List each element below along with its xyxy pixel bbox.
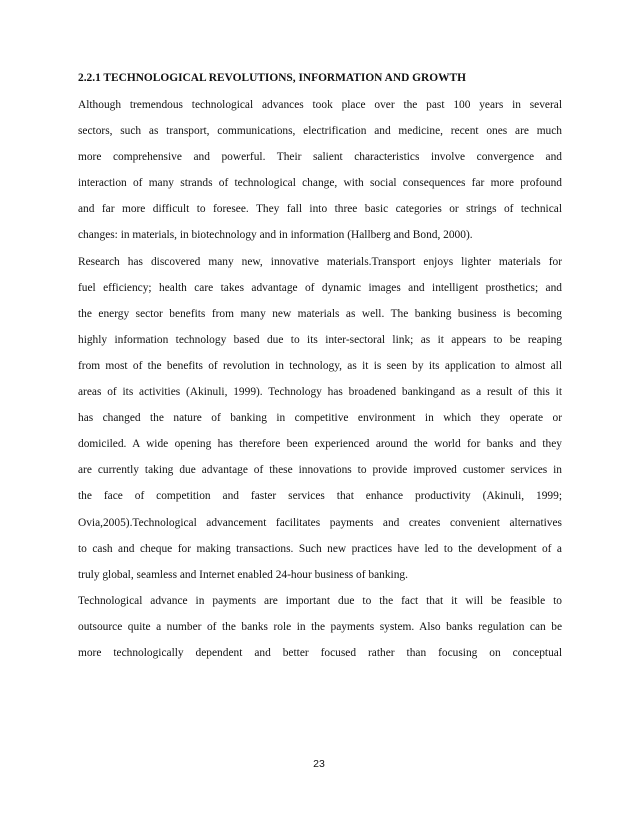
section-heading: 2.2.1 TECHNOLOGICAL REVOLUTIONS, INFORMATION AND GROWTH [78,72,466,84]
text-line: domiciled. A wide opening has therefore been experienced around the world for banks and they [78,438,562,451]
text-line: Ovia,2005).Technological advancement facilitates payments and creates convenient alternatives [78,516,562,529]
text-line: the face of competition and faster services that enhance productivity (Akinuli, 1999; [78,490,562,503]
text-line: the energy sector benefits from many new materials as well. The banking business is becoming [78,307,562,320]
text-line: has changed the nature of banking in competitive environment in which they operate or [78,412,562,425]
paragraph-3 [78,588,562,666]
page-content [78,64,562,666]
text-line: and far more difficult to foresee. They fall into three basic categories or strings of technical [78,203,562,216]
text-line: interaction of many strands of technological change, with social consequences far more profound [78,177,562,190]
page-number: 23 [313,758,325,770]
paragraph-1 [78,92,562,249]
text-line: fuel efficiency; health care takes advantage of dynamic images and intelligent prosthetics; and [78,281,562,294]
text-line: changes: in materials, in biotechnology and in information (Hallberg and Bond, 2000). [78,229,473,242]
text-line: to cash and cheque for making transactions. Such new practices have led to the development of a [78,542,562,555]
text-line: Technological advance in payments are important due to the fact that it will be feasible to [78,594,562,607]
text-line: are currently taking due advantage of these innovations to provide improved customer services in [78,464,562,477]
text-line: Although tremendous technological advances took place over the past 100 years in several [78,99,562,111]
text-line: areas of its activities (Akinuli, 1999). Technology has broadened bankingand as a result of this it [78,386,562,399]
text-line: more technologically dependent and better focused rather than focusing on conceptual [78,646,562,659]
text-line: outsource quite a number of the banks role in the payments system. Also banks regulation can be [78,620,562,633]
text-line: Research has discovered many new, innovative materials.Transport enjoys lighter materials for [78,255,562,268]
text-line: sectors, such as transport, communications, electrification and medicine, recent ones are much [78,125,562,138]
text-line: highly information technology based due to its inter-sectoral link; as it appears to be reaping [78,333,562,346]
text-line: truly global, seamless and Internet enabled 24-hour business of banking. [78,568,408,581]
paragraph-2 [78,249,562,588]
text-line: from most of the benefits of revolution in technology, as it is seen by its application to almost all [78,359,562,372]
text-line: more comprehensive and powerful. Their salient characteristics involve convergence and [78,151,562,164]
